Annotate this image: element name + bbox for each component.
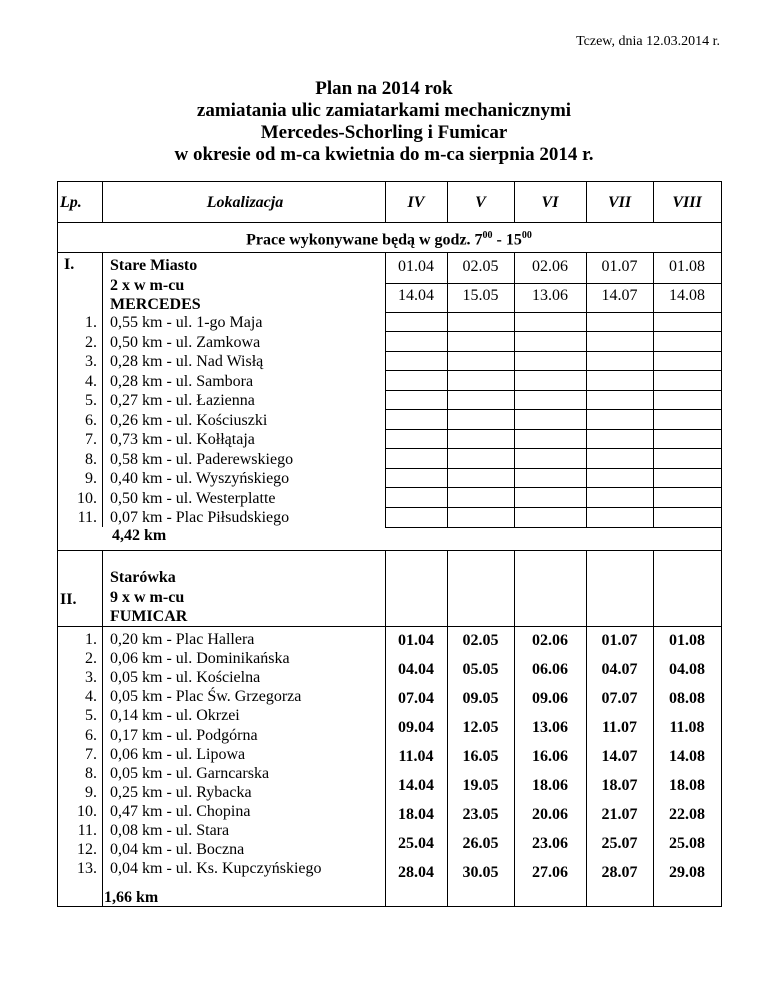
schedule-date: 21.07 — [601, 806, 638, 823]
schedule-date: 16.05 — [462, 748, 499, 765]
schedule-date: 27.06 — [532, 864, 568, 881]
section1-name — [110, 256, 201, 315]
schedule-date: 11.04 — [398, 748, 434, 765]
street-name: 0,05 km - ul. Garncarska — [110, 764, 270, 782]
hours-sup-1: 00 — [482, 230, 493, 241]
section2-column-divider — [514, 550, 515, 906]
street-name: 0,40 km - ul. Wyszyńskiego — [110, 470, 290, 487]
header-month-vi: VI — [541, 194, 559, 211]
street-number: 10. — [77, 802, 97, 820]
schedule-date: 28.04 — [398, 864, 434, 881]
header-column-divider — [102, 181, 103, 222]
schedule-date: 14.07 — [601, 287, 638, 304]
schedule-date: 22.08 — [669, 806, 705, 823]
schedule-date: 14.08 — [669, 748, 705, 765]
section1-name-line: Stare Miasto — [110, 257, 198, 274]
street-name: 0,20 km - Plac Hallera — [110, 631, 255, 648]
schedule-date: 13.06 — [532, 287, 568, 304]
schedule-date: 04.07 — [601, 661, 638, 678]
section2-name-line: Starówka — [110, 569, 176, 586]
working-hours — [57, 230, 721, 249]
schedule-date: 25.04 — [398, 835, 434, 852]
street-number: 10. — [77, 489, 97, 507]
street-number: 6. — [85, 411, 97, 429]
street-name: 0,47 km - ul. Chopina — [110, 802, 251, 820]
street-number: 2. — [85, 333, 97, 351]
schedule-date: 25.07 — [601, 835, 638, 852]
section1-name-line: MERCEDES — [110, 296, 201, 313]
section1-row-line — [385, 409, 721, 410]
section2-column-divider — [385, 550, 386, 906]
title-line-1: Plan na 2014 rok — [315, 78, 453, 99]
street-number: 1. — [85, 631, 97, 648]
schedule-date: 11.07 — [601, 719, 638, 736]
street-number: 7. — [85, 745, 97, 763]
section2-total: 1,66 km — [104, 889, 159, 906]
schedule-date: 02.05 — [462, 258, 499, 275]
table-right-border — [721, 181, 722, 907]
street-number: 12. — [77, 841, 97, 859]
schedule-date: 01.08 — [669, 258, 705, 275]
schedule-date: 01.08 — [669, 632, 705, 649]
street-number: 5. — [85, 392, 97, 409]
schedule-date: 07.07 — [601, 690, 638, 707]
hours-mid: - 15 — [492, 231, 522, 249]
schedule-date: 18.08 — [669, 777, 705, 794]
header-location: Lokalizacja — [206, 194, 284, 211]
street-number: 4. — [85, 372, 97, 390]
street-name: 0,25 km - ul. Rybacka — [110, 783, 252, 801]
table-bottom-border — [57, 906, 722, 907]
title-line-3: Mercedes-Schorling i Fumicar — [260, 122, 508, 143]
schedule-date: 14.04 — [398, 777, 434, 794]
street-number: 8. — [85, 764, 97, 782]
schedule-date: 01.04 — [398, 258, 434, 275]
schedule-date: 18.07 — [601, 777, 638, 794]
street-number: 4. — [85, 688, 97, 706]
street-number: 2. — [85, 650, 97, 668]
header-month-v: V — [475, 194, 486, 211]
section1-row-line — [385, 429, 721, 430]
header-column-divider — [653, 181, 654, 222]
street-number: 9. — [85, 783, 97, 801]
street-number: 9. — [85, 470, 97, 487]
street-name: 0,04 km - ul. Ks. Kupczyńskiego — [110, 860, 322, 878]
section2-column-divider — [102, 550, 103, 906]
street-name: 0,55 km - ul. 1-go Maja — [110, 314, 263, 331]
section1-row-line — [385, 283, 721, 284]
schedule-date: 01.07 — [601, 632, 638, 649]
street-number: 13. — [77, 860, 97, 878]
street-number: 1. — [85, 314, 97, 331]
header-month-iv: IV — [407, 194, 425, 211]
section1-lp: I. — [64, 256, 75, 273]
schedule-date: 16.06 — [532, 748, 568, 765]
schedule-date: 02.05 — [462, 632, 499, 649]
street-name: 0,14 km - ul. Okrzei — [110, 707, 240, 725]
title-line-2: zamiatania ulic zamiatarkami mechanicznymi — [196, 100, 572, 121]
street-name: 0,04 km - ul. Boczna — [110, 841, 245, 859]
schedule-date: 15.05 — [462, 287, 499, 304]
schedule-date: 05.05 — [462, 661, 499, 678]
section1-name-line: 2 x w m-cu — [110, 276, 185, 294]
section2-header-bottom-border — [57, 626, 722, 627]
section1-row-line — [385, 370, 721, 371]
section1-total: 4,42 km — [112, 527, 167, 544]
schedule-date: 02.06 — [532, 258, 568, 275]
schedule-date: 23.06 — [532, 835, 568, 852]
section1-bottom-border — [57, 550, 722, 551]
street-number: 5. — [85, 707, 97, 725]
schedule-date: 30.05 — [462, 864, 499, 881]
hours-row-bottom-border — [57, 252, 722, 253]
schedule-date: 09.05 — [462, 690, 499, 707]
document-date: Tczew, dnia 12.03.2014 r. — [576, 34, 720, 49]
street-number: 8. — [85, 450, 97, 468]
schedule-date: 04.04 — [398, 661, 434, 678]
street-name: 0,08 km - ul. Stara — [110, 822, 230, 839]
header-column-divider — [586, 181, 587, 222]
street-number: 3. — [85, 669, 97, 687]
street-name: 0,17 km - ul. Podgórna — [110, 726, 258, 744]
table-top-border — [57, 181, 722, 182]
section1-row-line — [385, 390, 721, 391]
street-name: 0,07 km - Plac Piłsudskiego — [110, 509, 290, 526]
section1-row-line — [385, 487, 721, 488]
section2-column-divider — [586, 550, 587, 906]
section1-row-line — [385, 351, 721, 352]
schedule-date: 06.06 — [532, 661, 568, 678]
schedule-date: 29.08 — [669, 864, 705, 881]
street-number: 6. — [85, 726, 97, 744]
title-line-4: w okresie od m-ca kwietnia do m-ca sierpnia 2014 r. — [174, 144, 594, 165]
schedule-date: 19.05 — [462, 777, 499, 794]
street-name: 0,06 km - ul. Dominikańska — [110, 650, 290, 668]
schedule-date: 01.07 — [601, 258, 638, 275]
schedule-date: 12.05 — [462, 719, 499, 736]
header-bottom-border — [57, 222, 722, 223]
schedule-date: 18.06 — [532, 777, 568, 794]
section1-column-divider — [102, 252, 103, 527]
street-name: 0,05 km - ul. Kościelna — [110, 669, 261, 687]
section1-row-line — [385, 312, 721, 313]
street-number: 11. — [77, 509, 97, 526]
street-name: 0,50 km - ul. Westerplatte — [110, 489, 276, 507]
schedule-date: 09.04 — [398, 719, 434, 736]
street-number: 7. — [85, 431, 97, 448]
section1-row-line — [385, 527, 721, 528]
schedule-date: 23.05 — [462, 806, 499, 823]
header-month-vii: VII — [607, 194, 632, 211]
schedule-date: 18.04 — [398, 806, 434, 823]
schedule-date: 02.06 — [532, 632, 568, 649]
header-month-viii: VIII — [672, 194, 702, 211]
schedule-date: 04.08 — [669, 661, 705, 678]
schedule-date: 20.06 — [532, 806, 568, 823]
hours-prefix: Prace wykonywane będą w godz. 7 — [246, 231, 483, 249]
schedule-date: 28.07 — [601, 864, 638, 881]
section2-name-line: FUMICAR — [110, 608, 188, 625]
table-left-border — [57, 181, 58, 907]
schedule-date: 14.04 — [398, 287, 434, 304]
section1-row-line — [385, 448, 721, 449]
section2-lp: II. — [60, 591, 77, 608]
section2-name-line: 9 x w m-cu — [110, 588, 185, 606]
street-number: 11. — [77, 822, 97, 839]
section1-row-line — [385, 507, 721, 508]
street-number: 3. — [85, 353, 97, 370]
street-name: 0,28 km - ul. Nad Wisłą — [110, 353, 264, 370]
header-column-divider — [447, 181, 448, 222]
schedule-date: 13.06 — [532, 719, 568, 736]
street-name: 0,50 km - ul. Zamkowa — [110, 333, 261, 351]
schedule-date: 09.06 — [532, 690, 568, 707]
section2-column-divider — [653, 550, 654, 906]
street-name: 0,28 km - ul. Sambora — [110, 372, 254, 390]
schedule-date: 26.05 — [462, 835, 499, 852]
schedule-date: 14.08 — [669, 287, 705, 304]
schedule-date: 25.08 — [669, 835, 705, 852]
section2-name — [110, 568, 187, 627]
section1-row-line — [385, 331, 721, 332]
street-name: 0,58 km - ul. Paderewskiego — [110, 450, 294, 468]
street-name: 0,05 km - Plac Św. Grzegorza — [110, 688, 302, 706]
street-name: 0,27 km - ul. Łazienna — [110, 392, 255, 409]
schedule-date: 14.07 — [601, 748, 638, 765]
hours-sup-2: 00 — [521, 230, 532, 241]
street-name: 0,26 km - ul. Kościuszki — [110, 411, 268, 429]
schedule-date: 07.04 — [398, 690, 434, 707]
schedule-date: 08.08 — [669, 690, 705, 707]
schedule-date: 01.04 — [398, 632, 434, 649]
street-name: 0,06 km - ul. Lipowa — [110, 745, 246, 763]
header-column-divider — [514, 181, 515, 222]
section2-column-divider — [447, 550, 448, 906]
section1-row-line — [385, 468, 721, 469]
header-column-divider — [385, 181, 386, 222]
schedule-date: 11.08 — [669, 719, 705, 736]
street-name: 0,73 km - ul. Kołłątaja — [110, 431, 255, 448]
header-lp: Lp. — [60, 194, 82, 211]
